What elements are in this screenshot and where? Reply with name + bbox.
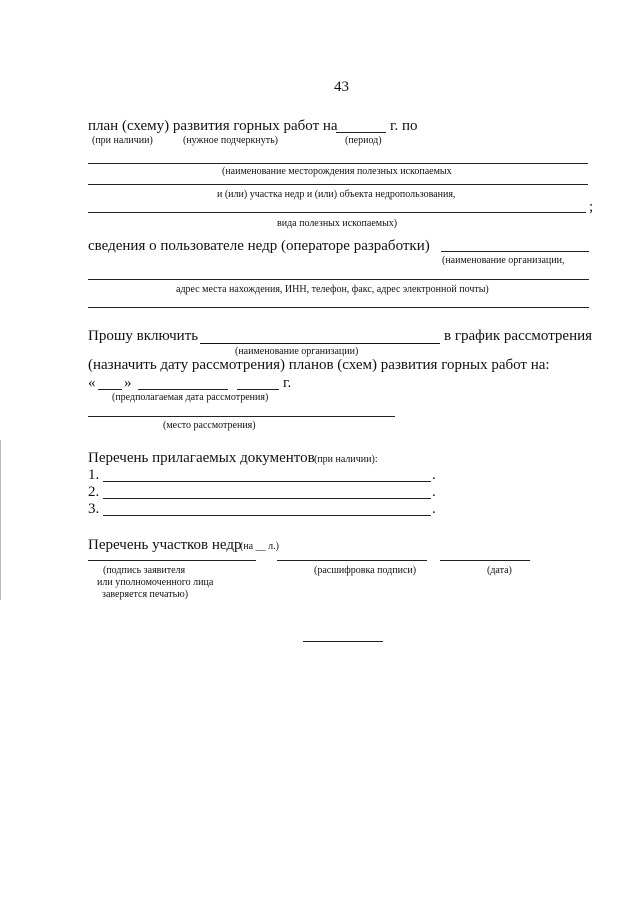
request-caption-place: (место рассмотрения) (163, 420, 256, 431)
deposit-semicolon: ; (589, 199, 594, 215)
date-close-quote: » (124, 375, 132, 391)
hint-period: (период) (345, 135, 382, 146)
caption-decode: (расшифровка подписи) (314, 565, 417, 576)
user-details-field[interactable] (88, 279, 589, 280)
document-item-2-end: . (432, 484, 436, 500)
date-month-field[interactable] (138, 389, 228, 390)
period-field[interactable] (88, 163, 588, 164)
request-caption-date: (предполагаемая дата рассмотрения) (112, 392, 269, 403)
caption-sign-1: (подпись заявителя (103, 565, 186, 576)
plan-text: план (схему) развития горных работ на (88, 118, 338, 134)
hint-underline: (нужное подчеркнуть) (183, 135, 278, 146)
request-caption-org: (наименование организации) (235, 346, 359, 357)
user-caption-org: (наименование организации, (442, 255, 565, 266)
document-item-1-field[interactable] (103, 481, 431, 482)
user-org-field[interactable] (441, 251, 589, 252)
caption-sign-3: заверяется печатью) (102, 589, 189, 600)
date-day-field[interactable] (98, 389, 122, 390)
scan-edge (0, 440, 1, 600)
date-year-suffix: г. (283, 375, 292, 391)
plots-title: Перечень участков недр (88, 537, 242, 553)
user-caption-address: адрес места нахождения, ИНН, телефон, факс, адрес электронной почты) (176, 284, 489, 295)
request-prefix: Прошу включить (88, 328, 199, 344)
signature-field[interactable] (88, 560, 256, 561)
hint-present: (при наличии) (92, 135, 153, 146)
request-line2: (назначить дату рассмотрения) планов (схем) развития горных работ на: (88, 357, 550, 373)
page-number: 43 (334, 79, 349, 95)
document-item-3-field[interactable] (103, 515, 431, 516)
request-suffix: в график рассмотрения (444, 328, 593, 344)
date-year-field[interactable] (237, 389, 279, 390)
document-item-1-end: . (432, 467, 436, 483)
document-item-2-field[interactable] (103, 498, 431, 499)
documents-title: Перечень прилагаемых документов (88, 450, 315, 466)
document-item-1-number: 1. (88, 467, 100, 483)
plan-year-field[interactable] (336, 132, 386, 133)
deposit-object-field[interactable] (88, 212, 586, 213)
deposit-caption-3: вида полезных ископаемых) (277, 218, 398, 229)
document-item-3-number: 3. (88, 501, 100, 517)
decode-field[interactable] (277, 560, 427, 561)
deposit-caption-1: (наименование месторождения полезных ископаемых (222, 166, 452, 177)
deposit-name-field[interactable] (88, 184, 588, 185)
documents-title-hint: (при наличии): (314, 454, 378, 465)
document-item-3-end: . (432, 501, 436, 517)
date-field[interactable] (440, 560, 530, 561)
place-field[interactable] (88, 416, 395, 417)
caption-date: (дата) (487, 565, 512, 576)
document-item-2-number: 2. (88, 484, 100, 500)
closing-rule (303, 641, 383, 642)
deposit-caption-2: и (или) участка недр и (или) объекта недропользования, (217, 189, 456, 200)
plots-hint: (на __ л.) (240, 541, 279, 552)
date-open-quote: « (88, 375, 96, 391)
request-org-field[interactable] (200, 343, 440, 344)
user-address-field[interactable] (88, 307, 589, 308)
caption-sign-2: или уполномоченного лица (97, 577, 214, 588)
user-label: сведения о пользователе недр (операторе разработки) (88, 238, 430, 254)
plan-suffix: г. по (390, 118, 418, 134)
